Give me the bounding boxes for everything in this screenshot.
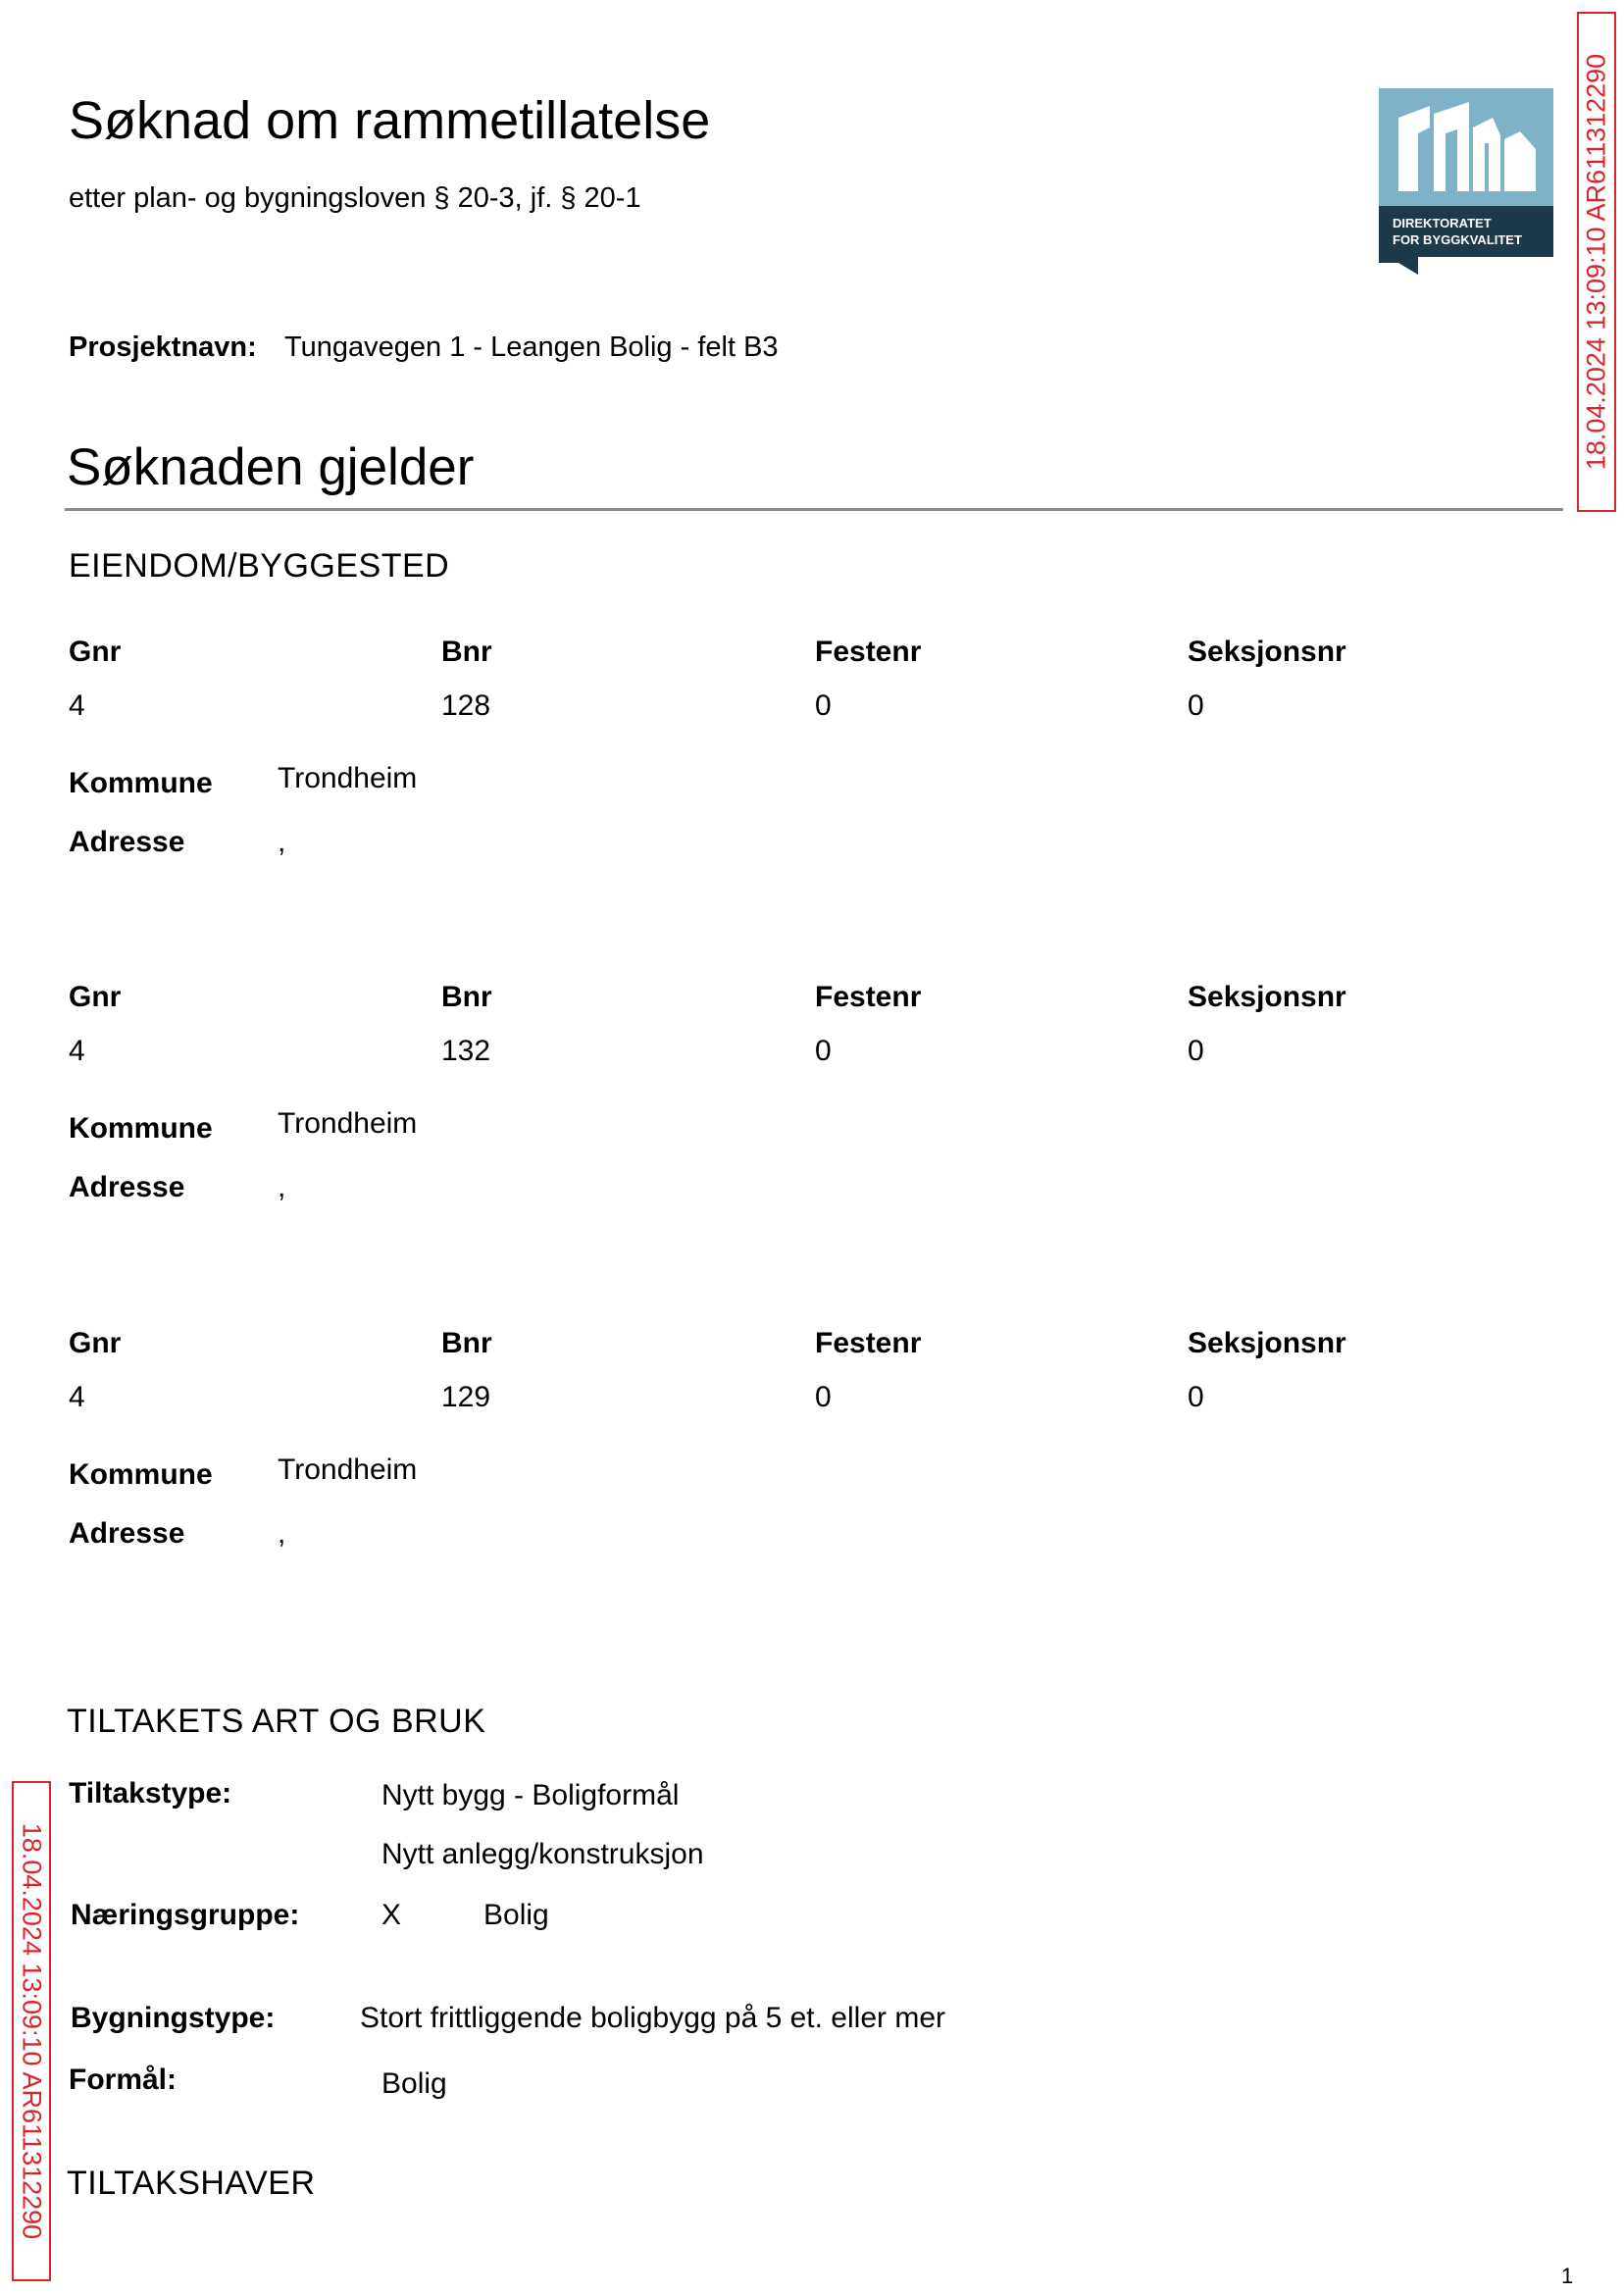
kommune-label: Kommune (69, 1458, 213, 1491)
gnr-label: Gnr (69, 981, 122, 1013)
formaal-value: Bolig (381, 2067, 447, 2100)
property-heading: EIENDOM/BYGGESTED (69, 547, 450, 585)
stamp-text: 18.04.2024 13:09:10 AR611312290 (17, 1822, 47, 2240)
naeringsgruppe-value: Bolig (483, 1899, 549, 1931)
document-subtitle: etter plan- og bygningsloven § 20-3, jf. § 20-1 (69, 182, 641, 214)
naeringsgruppe-label: Næringsgruppe: (71, 1899, 300, 1931)
kommune-label: Kommune (69, 767, 213, 799)
section-heading: Søknaden gjelder (67, 438, 475, 496)
bnr-value: 132 (441, 1035, 491, 1067)
tiltakstype-value-2: Nytt anlegg/konstruksjon (381, 1838, 704, 1870)
adresse-value: , (278, 1517, 286, 1550)
festenr-value: 0 (815, 1381, 832, 1413)
logo-text-line2: FOR BYGGKVALITET (1393, 232, 1522, 247)
festenr-value: 0 (815, 689, 832, 722)
festenr-label: Festenr (815, 636, 922, 668)
received-stamp-right (1577, 12, 1616, 512)
gnr-value: 4 (69, 689, 85, 722)
seksjonsnr-label: Seksjonsnr (1188, 1327, 1346, 1359)
bnr-label: Bnr (441, 636, 492, 668)
adresse-label: Adresse (69, 1171, 185, 1203)
received-stamp-left (12, 1781, 51, 2281)
section-divider (65, 508, 1563, 511)
formaal-label: Formål: (69, 2064, 178, 2096)
seksjonsnr-value: 0 (1188, 689, 1204, 722)
naeringsgruppe-code: X (381, 1899, 402, 1931)
logo-text-line1: DIREKTORATET (1393, 216, 1492, 230)
page-number: 1 (1561, 2264, 1574, 2288)
seksjonsnr-value: 0 (1188, 1035, 1204, 1067)
bnr-label: Bnr (441, 1327, 492, 1359)
bygningstype-label: Bygningstype: (71, 2002, 276, 2034)
adresse-label: Adresse (69, 1517, 185, 1550)
kommune-value: Trondheim (278, 1453, 418, 1486)
tiltakstype-label: Tiltakstype: (69, 1777, 232, 1810)
kommune-value: Trondheim (278, 1107, 418, 1140)
festenr-label: Festenr (815, 981, 922, 1013)
seksjonsnr-value: 0 (1188, 1381, 1204, 1413)
gnr-value: 4 (69, 1035, 85, 1067)
adresse-value: , (278, 1171, 286, 1203)
seksjonsnr-label: Seksjonsnr (1188, 636, 1346, 668)
bnr-value: 128 (441, 689, 491, 722)
adresse-label: Adresse (69, 826, 185, 858)
dibk-logo-graphic (1379, 88, 1553, 275)
tiltak-heading: TILTAKETS ART OG BRUK (67, 1703, 486, 1740)
stamp-text: 18.04.2024 13:09:10 AR611312290 (1581, 53, 1611, 471)
bygningstype-value: Stort frittliggende boligbygg på 5 et. eller mer (360, 2002, 945, 2034)
seksjonsnr-label: Seksjonsnr (1188, 981, 1346, 1013)
dibk-logo (1379, 88, 1553, 275)
gnr-value: 4 (69, 1381, 85, 1413)
gnr-label: Gnr (69, 636, 122, 668)
tiltakshaver-heading: TILTAKSHAVER (67, 2165, 316, 2202)
project-label: Prosjektnavn: (69, 331, 257, 363)
festenr-label: Festenr (815, 1327, 922, 1359)
kommune-value: Trondheim (278, 762, 418, 794)
bnr-value: 129 (441, 1381, 491, 1413)
bnr-label: Bnr (441, 981, 492, 1013)
kommune-label: Kommune (69, 1112, 213, 1145)
tiltakstype-value-1: Nytt bygg - Boligformål (381, 1779, 680, 1811)
adresse-value: , (278, 826, 286, 858)
document-title: Søknad om rammetillatelse (69, 91, 711, 150)
project-value: Tungavegen 1 - Leangen Bolig - felt B3 (284, 331, 779, 363)
festenr-value: 0 (815, 1035, 832, 1067)
gnr-label: Gnr (69, 1327, 122, 1359)
